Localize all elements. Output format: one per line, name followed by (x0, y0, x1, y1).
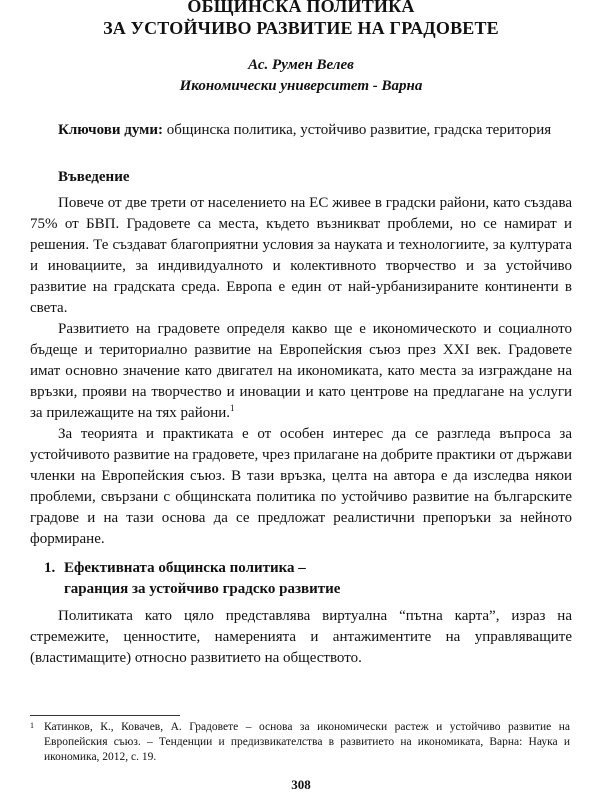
section-1-heading (44, 558, 572, 600)
intro-paragraph-2 (30, 319, 572, 424)
title-line-1: ОБЩИНСКА ПОЛИТИКА (187, 0, 415, 16)
section-1-number: 1. (44, 560, 56, 576)
introduction-heading: Въведение (58, 169, 130, 185)
keywords-label: Ключови думи: (58, 122, 164, 138)
section-1-title-line-1: Ефективната общинска политика – (64, 560, 306, 576)
footnote-divider (30, 715, 180, 716)
intro-paragraph-3: За теорията и практиката е от особен интерес да се разгледа въпроса за устойчивото развитие на градовете, чрез прилагане на добрите практики от държави членки на Европейския съюз. В тази връзка, целта на автора е да изследва някои проблеми, свързани с общинската политика по устойчиво развитие на българските градове и на тази основа да се предложат реалистични препоръки за нейното формиране. (30, 426, 572, 547)
section-1-paragraph: Политиката като цяло представлява виртуална “пътна карта”, израз на стремежите, ценностите, намеренията и антажиментите на управляващите (властимащите) относно развитието на обществото. (30, 608, 572, 666)
keywords-text: общинска политика, устойчиво развитие, градска територия (163, 122, 552, 138)
footnote-reference[interactable]: 1 (230, 403, 235, 413)
paper-title (30, 0, 572, 39)
intro-paragraph-2-text: Развитието на градовете определя какво ще е икономическото и социалното бъдеще и териториално развитие на Европейския съюз през XXI век. Градовете имат основно значение като двигател на икономиката, като места за изграждане на връзки, прояви на творчество и иновации и като центрове на предлагане на услуги за прилежащите на тях райони. (30, 321, 572, 421)
footnote-mark: 1 (30, 721, 34, 730)
footnote (30, 720, 572, 765)
section-1-title-line-2: гаранция за устойчиво градско развитие (64, 581, 341, 597)
author-affiliation: Икономически университет - Варна (179, 78, 423, 94)
author-name: Ас. Румен Велев (248, 57, 354, 73)
page-number: 308 (291, 777, 311, 792)
keywords (30, 120, 572, 141)
footnote-text: Катинков, К., Ковачев, А. Градовете – основа за икономически растеж и устойчиво развитие на Европейския съюз. – Тенденции и предизвикателства в развитието на икономиката, Варна: Наука и икономика, 2012, с. 19. (44, 721, 570, 763)
title-line-2: ЗА УСТОЙЧИВО РАЗВИТИЕ НА ГРАДОВЕТЕ (103, 18, 499, 38)
intro-paragraph-1: Повече от две трети от населението на ЕС живее в градски райони, като създава 75% от БВП. Градовете са места, където възникват проблеми, но се намират и решения. Те създават благоприятни условия за науката и технологиите, за културата и иновациите, за индивидуалното и колективното творчество и за устойчиво развитие на градската среда. Европа е един от най-урбанизираните континенти в света. (30, 195, 572, 316)
author-block (30, 55, 572, 97)
paper-page (30, 0, 572, 800)
